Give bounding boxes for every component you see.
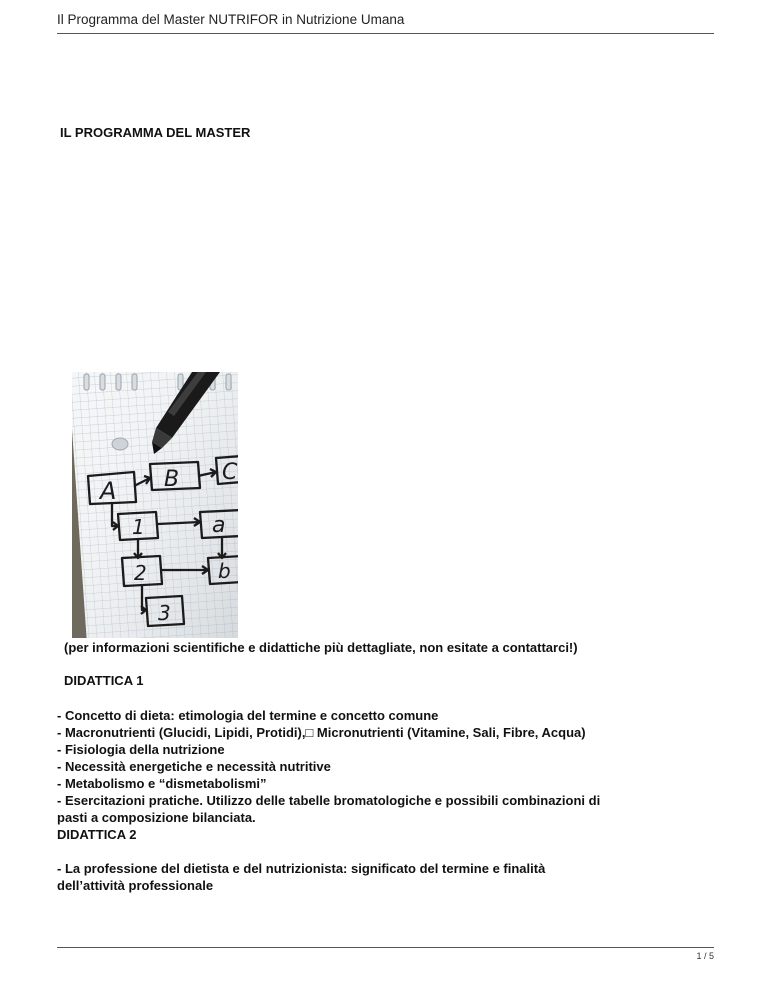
flowchart-letter-c: C	[222, 460, 238, 485]
image-caption: (per informazioni scientifiche e didattiche più dettagliate, non esitate a contattarci!)	[64, 640, 578, 655]
spacer	[57, 843, 717, 860]
footer-divider	[57, 947, 714, 948]
didattica-1-title: DIDATTICA 1	[64, 673, 144, 688]
flowchart-letter-a-lower: a	[212, 513, 226, 538]
list-item: - Concetto di dieta: etimologia del termine e concetto comune	[57, 708, 439, 723]
flowchart-letter-a-upper: A	[100, 477, 117, 505]
program-content	[57, 707, 717, 894]
list-item: - Necessità energetiche e necessità nutritive	[57, 759, 331, 774]
list-item: - Metabolismo e “dismetabolismi”	[57, 776, 267, 791]
flowchart-number-1: 1	[132, 515, 145, 539]
didattica-2-title: DIDATTICA 2	[57, 827, 137, 842]
list-item: - Macronutrienti (Glucidi, Lipidi, Protidi),□ Micronutrienti (Vitamine, Sali, Fibre, Acqua)	[57, 725, 586, 740]
list-item: pasti a composizione bilanciata.	[57, 810, 256, 825]
header-divider	[57, 33, 714, 34]
list-item: - Esercitazioni pratiche. Utilizzo delle tabelle bromatologiche e possibili combinazioni di	[57, 793, 601, 808]
list-item: - Fisiologia della nutrizione	[57, 742, 225, 757]
flowchart-number-2: 2	[134, 561, 147, 585]
flowchart-number-3: 3	[158, 601, 171, 625]
page-header-title: Il Programma del Master NUTRIFOR in Nutrizione Umana	[57, 12, 405, 27]
list-item: dell’attività professionale	[57, 878, 214, 893]
flowchart-letter-b: B	[164, 467, 180, 492]
list-item: - La professione del dietista e del nutrizionista: significato del termine e finalità	[57, 861, 546, 876]
page-number: 1 / 5	[696, 951, 714, 961]
flowchart-letter-b-lower: b	[218, 559, 231, 583]
notepad-flowchart-image	[72, 372, 238, 638]
section-title: IL PROGRAMMA DEL MASTER	[60, 125, 251, 140]
